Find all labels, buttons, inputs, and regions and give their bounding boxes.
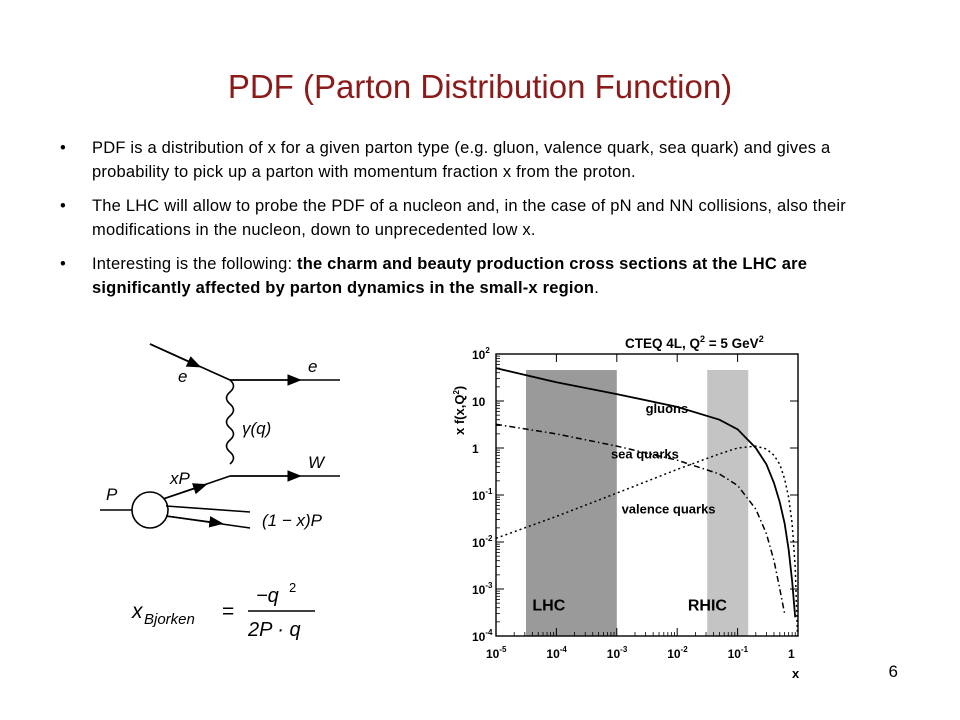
curve-label: valence quarks	[621, 501, 716, 517]
incoming-electron-arrow	[150, 344, 196, 365]
slide-number: 6	[888, 662, 898, 681]
formula-lhs: x	[132, 600, 143, 623]
formula-lhs-subscript: Bjorken	[144, 611, 195, 628]
bjorken-formula	[130, 578, 330, 648]
formula-numerator-sup: 2	[289, 580, 297, 595]
x-tick-label: 1	[788, 647, 795, 661]
y-tick-label: $10^2$	[472, 346, 490, 362]
chart-title-tail-sup: 2	[758, 334, 764, 344]
chart-title-main: CTEQ 4L, Q	[625, 336, 701, 351]
band-label: LHC	[532, 597, 566, 615]
y-tick-label: $10^{-1}$	[472, 487, 493, 503]
bullet-item	[60, 194, 900, 242]
band-lhc	[526, 370, 617, 636]
label-remnant: (1 − x)P	[262, 511, 322, 530]
chart-title	[625, 334, 764, 351]
pdf-chart	[440, 330, 820, 680]
x-tick-label: $10^{-5}$	[486, 645, 507, 661]
formula-numerator: −q	[256, 585, 279, 607]
bullet-item	[60, 252, 900, 300]
x-tick-label: $10^{-1}$	[727, 645, 749, 661]
proton-blob	[132, 492, 168, 528]
remnant-arrow	[166, 516, 218, 523]
formula-denominator: 2P · q	[248, 619, 301, 641]
bullet-text-prefix: Interesting is the following:	[92, 255, 298, 273]
bullet-marker: •	[60, 139, 66, 157]
curve-label: sea quarks	[610, 446, 679, 462]
bullet-item	[60, 136, 900, 184]
y-tick-label: $10^{-4}$	[472, 628, 493, 644]
y-tick-label: 10	[472, 395, 486, 409]
x-tick-label: $10^{-4}$	[546, 645, 567, 661]
label-p: P	[106, 485, 118, 504]
bullet-text: PDF is a distribution of x for a given parton type (e.g. gluon, valence quark, sea quark) and gives a probability to pick up a parton with momentum fraction x from the proton.	[92, 139, 831, 181]
bullet-text-bold: the charm and beauty production cross sections at the LHC are significantly affected by parton dynamics in the small-x region	[92, 255, 808, 297]
bullet-text-suffix: .	[594, 279, 600, 297]
photon-wavy-line	[227, 380, 234, 464]
bullet-text: The LHC will allow to probe the PDF of a nucleon and, in the case of pN and NN collisions, also their modifications in the nucleon, down to unprecedented low x.	[92, 197, 846, 239]
bullet-marker: •	[60, 197, 66, 215]
label-xp: xP	[170, 469, 190, 488]
y-tick-label: $10^{-3}$	[472, 581, 493, 597]
curve-label: gluons	[645, 401, 689, 417]
x-tick-label: $10^{-2}$	[667, 645, 688, 661]
feynman-diagram	[90, 340, 380, 540]
bullet-list	[60, 136, 900, 310]
x-axis-label: x	[792, 666, 800, 680]
y-axis-label-tail: )	[452, 385, 467, 391]
label-e-out: e	[308, 357, 318, 376]
bullet-marker: •	[60, 255, 66, 273]
label-photon: γ(q)	[242, 419, 272, 438]
y-tick-label: $10^{-2}$	[472, 534, 493, 550]
band-label: RHIC	[687, 597, 727, 615]
chart-title-tail: = 5 GeV	[705, 336, 759, 351]
formula-equals: =	[222, 600, 235, 623]
y-tick-label: 1	[472, 442, 479, 456]
x-tick-label: $10^{-3}$	[606, 645, 628, 661]
label-w: W	[308, 453, 325, 472]
y-axis-label-main: x f(x,Q	[452, 394, 467, 435]
y-axis-label-sup: 2	[452, 390, 461, 395]
slide-title: PDF (Parton Distribution Function)	[227, 68, 733, 105]
parton-arrow	[160, 486, 202, 500]
chart-title-sup: 2	[700, 334, 706, 344]
label-e-in: e	[178, 367, 188, 386]
remnant-line-top	[166, 506, 250, 512]
